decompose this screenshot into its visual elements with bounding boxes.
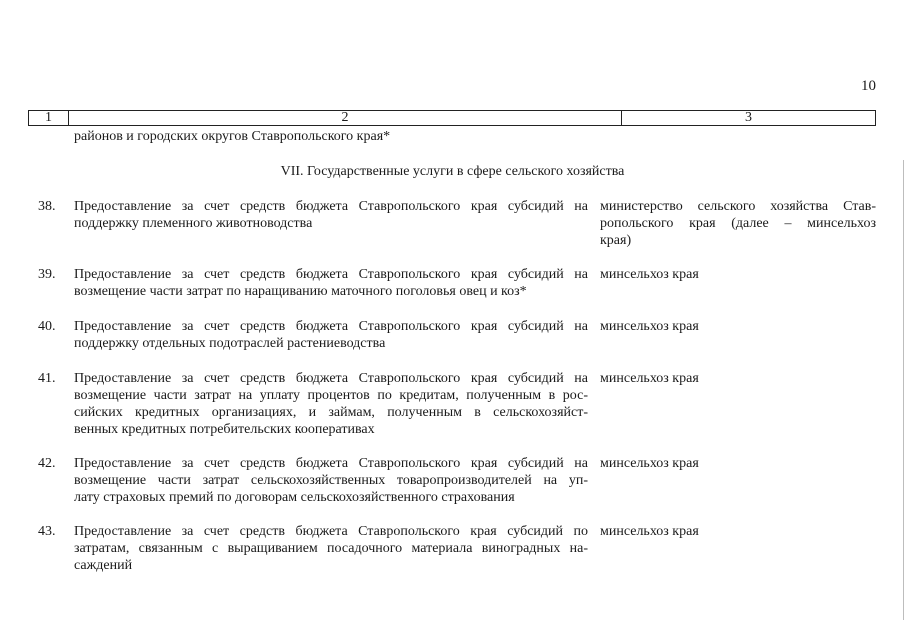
description-line: венных кредитных потребительских кооперативах — [74, 422, 375, 437]
description-line: Предоставление за счет средств бюджета Ставропольского края субсидий на — [74, 319, 588, 334]
responsible-line: края) — [600, 233, 632, 248]
row-description — [74, 370, 588, 438]
responsible-line: ропольского края (далее – минсельхоз — [600, 216, 876, 231]
scan-edge-line — [903, 160, 904, 620]
row-responsible — [600, 198, 876, 249]
description-line: саждений — [74, 558, 133, 573]
description-line: затратам, связанным с выращиванием посадочного материала виноградных на- — [74, 541, 588, 556]
responsible-line: минсельхоз края — [600, 524, 699, 539]
description-line: Предоставление за счет средств бюджета Ставропольского края субсидий на — [74, 371, 588, 386]
row-responsible — [600, 266, 876, 283]
row-description — [74, 523, 588, 574]
description-line: возмещение части затрат на уплату процентов по кредитам, полученным в рос- — [74, 388, 588, 403]
responsible-line: минсельхоз края — [600, 319, 699, 334]
row-number: 43. — [38, 524, 56, 539]
row-responsible — [600, 370, 876, 387]
row-description — [74, 318, 588, 352]
continuation-text: районов и городских округов Ставропольского края* — [74, 129, 391, 144]
description-line: Предоставление за счет средств бюджета Ставропольского края субсидий на — [74, 267, 588, 282]
page-number: 10 — [861, 78, 876, 94]
responsible-line: минсельхоз края — [600, 456, 699, 471]
row-responsible — [600, 523, 876, 540]
description-line: поддержку отдельных подотраслей растениеводства — [74, 336, 386, 351]
description-line: сийских кредитных организациях, и займам, полученным в сельскохозяйст- — [74, 405, 588, 420]
row-number: 38. — [38, 199, 56, 214]
column-header-2: 2 — [69, 111, 622, 125]
responsible-line: минсельхоз края — [600, 371, 699, 386]
row-responsible — [600, 455, 876, 472]
description-line: Предоставление за счет средств бюджета Ставропольского края субсидий по — [74, 524, 588, 539]
section-title: VII. Государственные услуги в сфере сельского хозяйства — [280, 164, 625, 179]
row-number: 42. — [38, 456, 56, 471]
row-number: 39. — [38, 267, 56, 282]
row-description — [74, 455, 588, 506]
row-responsible — [600, 318, 876, 335]
table-column-header — [28, 110, 876, 126]
description-line: возмещение части затрат сельскохозяйственных товаропроизводителей на уп- — [74, 473, 588, 488]
row-description — [74, 266, 588, 300]
description-line: поддержку племенного животноводства — [74, 216, 313, 231]
column-header-3: 3 — [745, 110, 752, 125]
responsible-line: минсельхоз края — [600, 267, 699, 282]
row-number: 41. — [38, 371, 56, 386]
row-number: 40. — [38, 319, 56, 334]
description-line: лату страховых премий по договорам сельскохозяйственного страхования — [74, 490, 515, 505]
responsible-line: министерство сельского хозяйства Став- — [600, 199, 876, 214]
row-description — [74, 198, 588, 232]
description-line: Предоставление за счет средств бюджета Ставропольского края субсидий на — [74, 199, 588, 214]
column-header-1: 1 — [29, 111, 69, 125]
description-line: возмещение части затрат по наращиванию маточного поголовья овец и коз* — [74, 284, 527, 299]
description-line: Предоставление за счет средств бюджета Ставропольского края субсидий на — [74, 456, 588, 471]
